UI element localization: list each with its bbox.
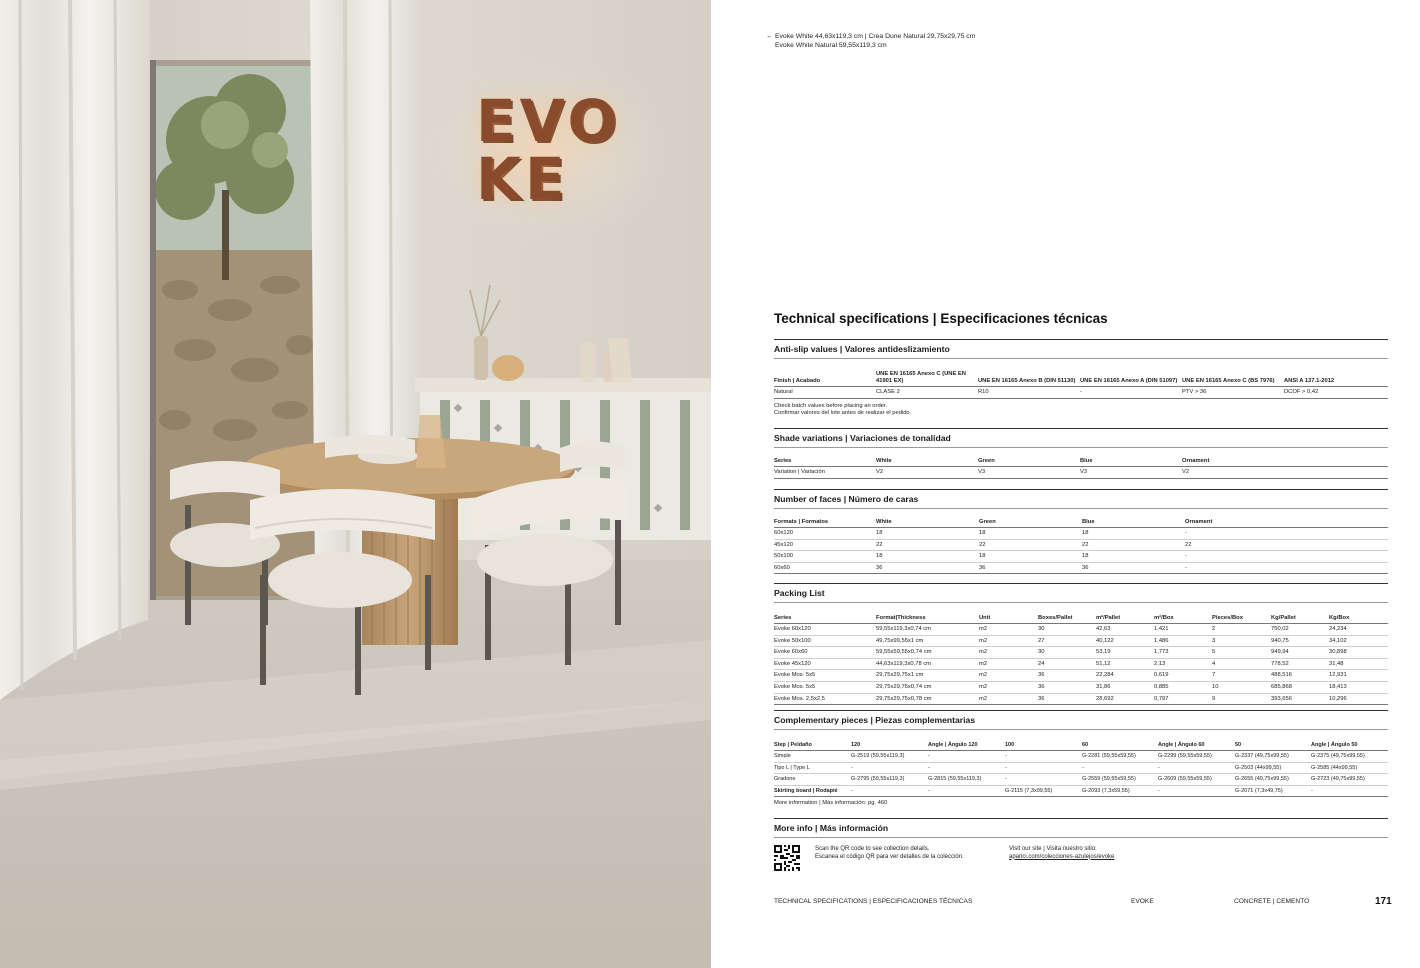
page-number: 171 (1375, 896, 1392, 907)
table-cell: 18 (876, 528, 979, 540)
table-cell: 18 (876, 551, 979, 563)
table-header: Kg/Box (1329, 615, 1388, 624)
table-header: ANSI A 137.1-2012 (1284, 371, 1388, 387)
table-cell: 10 (1212, 681, 1271, 693)
table-header: UNE EN 16165 Anexo C (BS 7976) (1182, 371, 1284, 387)
table-cell: V3 (1080, 467, 1182, 479)
shade-header-row (774, 458, 1388, 467)
table-cell: 44,63x119,3x0,78 cm (876, 658, 979, 670)
table-header: m²/Pallet (1096, 615, 1154, 624)
table-cell: 12,931 (1329, 670, 1388, 682)
table-cell: - (1311, 785, 1388, 797)
table-cell: G-2723 (49,75x99,55) (1311, 774, 1388, 786)
table-cell: - (1082, 762, 1158, 774)
table-row (774, 528, 1388, 540)
table-cell: Evoke 60x60 (774, 647, 876, 659)
table-cell: V2 (876, 467, 978, 479)
table-row (774, 624, 1388, 636)
table-header: Series (774, 615, 876, 624)
table-header: Blue (1082, 519, 1185, 528)
table-cell (1288, 539, 1388, 551)
shade-table (774, 458, 1388, 479)
table-cell: 31,86 (1096, 681, 1154, 693)
table-cell: 49,75x99,55x1 cm (876, 635, 979, 647)
table-cell: PTV > 36 (1182, 387, 1284, 399)
table-cell: 1,486 (1154, 635, 1212, 647)
photo-caption (766, 32, 975, 50)
table-row (774, 647, 1388, 659)
complementary-header-row (774, 742, 1388, 751)
table-cell: m2 (979, 693, 1038, 705)
table-cell: - (928, 762, 1005, 774)
shade-section (774, 428, 1388, 479)
table-cell: 10,296 (1329, 693, 1388, 705)
table-header: Format|Thickness (876, 615, 979, 624)
table-cell: Tipo L | Type L (774, 762, 851, 774)
antislip-title: Anti-slip values | Valores antideslizamiento (774, 344, 950, 354)
qr-code-icon[interactable] (774, 845, 800, 871)
table-header: Green (978, 458, 1080, 467)
table-cell: G-2585 (44x99,55) (1311, 762, 1388, 774)
table-cell: Evoke Mos. 5x5 (774, 681, 876, 693)
footer-category: CONCRETE | CEMENTO (1234, 898, 1310, 905)
complementary-more-info: More information | Más información: pg. 460 (774, 800, 888, 807)
table-cell: Evoke 50x100 (774, 635, 876, 647)
table-cell: G-2609 (59,55x59,55) (1158, 774, 1235, 786)
table-cell: 28,692 (1096, 693, 1154, 705)
table-cell: 27 (1038, 635, 1096, 647)
table-cell: 9 (1212, 693, 1271, 705)
table-cell: m2 (979, 670, 1038, 682)
table-header: Ornament (1185, 519, 1288, 528)
faces-section (774, 489, 1388, 574)
antislip-header-row (774, 371, 1388, 387)
table-cell: G-2519 (59,55x119,3) (851, 751, 928, 763)
table-cell: 3 (1212, 635, 1271, 647)
table-row (774, 681, 1388, 693)
table-cell: Evoke 45x120 (774, 658, 876, 670)
table-cell: 18 (1082, 551, 1185, 563)
table-cell: 30 (1038, 647, 1096, 659)
table-cell: - (1185, 528, 1288, 540)
table-row (774, 693, 1388, 705)
complementary-section (774, 710, 1388, 808)
table-cell: 50x100 (774, 551, 876, 563)
table-cell: Natural (774, 387, 876, 399)
table-cell: 36 (1038, 693, 1096, 705)
qr-line-1: Scan the QR code to see collection details. (815, 846, 930, 852)
table-cell: G-2281 (59,55x59,55) (1082, 751, 1158, 763)
table-header: Boxes/Pallet (1038, 615, 1096, 624)
table-cell: V2 (1182, 467, 1284, 479)
table-cell: V3 (978, 467, 1080, 479)
table-cell: 40,122 (1096, 635, 1154, 647)
table-cell: 750,02 (1271, 624, 1329, 636)
table-cell: - (1158, 785, 1235, 797)
table-cell: - (1005, 762, 1082, 774)
table-header: Kg/Pallet (1271, 615, 1329, 624)
table-header: 60 (1082, 742, 1158, 751)
note-line-2: Confirmar valores del lote antes de realizar el pedido. (774, 410, 912, 417)
spec-page (711, 0, 1420, 968)
table-row (774, 387, 1388, 399)
table-header: Unit (979, 615, 1038, 624)
table-header: UNE EN 16165 Anexo A (DIN 51097) (1080, 371, 1182, 387)
caption-line-2: Evoke White Natural 59,55x119,3 cm (775, 42, 887, 49)
table-cell: 22,284 (1096, 670, 1154, 682)
table-cell: 36 (876, 562, 979, 574)
table-header: m²/Box (1154, 615, 1212, 624)
table-header: Angle | Ángulo 50 (1311, 742, 1388, 751)
table-header: Ornament (1182, 458, 1284, 467)
table-cell: 60x60 (774, 562, 876, 574)
table-header (1288, 519, 1388, 528)
table-cell: - (1158, 762, 1235, 774)
table-cell: 18,413 (1329, 681, 1388, 693)
table-cell: CLASE 2 (876, 387, 978, 399)
table-cell: G-2559 (59,55x59,55) (1082, 774, 1158, 786)
table-cell: 29,75x29,75x0,78 cm (876, 693, 979, 705)
table-row (774, 635, 1388, 647)
complementary-table (774, 742, 1388, 797)
table-cell: 30 (1038, 624, 1096, 636)
table-cell: 59,55x119,3x0,74 cm (876, 624, 979, 636)
table-cell: - (1080, 387, 1182, 399)
packing-header-row (774, 615, 1388, 624)
qr-line-2: Escanea el código QR para ver detalles de la colección. (815, 853, 964, 860)
table-cell: Simple (774, 751, 851, 763)
site-link[interactable]: aparici.com/colecciones-azulejos/evoke (1009, 853, 1115, 860)
table-cell: 30,898 (1329, 647, 1388, 659)
table-cell: DCOF > 0,42 (1284, 387, 1388, 399)
table-cell: - (851, 785, 928, 797)
table-cell: 22 (979, 539, 1082, 551)
moreinfo-title: More info | Más información (774, 823, 889, 833)
caption-line-1: Evoke White 44,63x119,3 cm | Crea Dune Natural 29,75x29,75 cm (775, 33, 976, 40)
table-row (774, 658, 1388, 670)
table-cell: 949,94 (1271, 647, 1329, 659)
table-row (774, 539, 1388, 551)
table-header: Finish | Acabado (774, 371, 876, 387)
table-header (1284, 458, 1388, 467)
faces-table (774, 519, 1388, 574)
footer-collection: EVOKE (1131, 898, 1154, 905)
table-cell: 22 (1082, 539, 1185, 551)
faces-header-row (774, 519, 1388, 528)
antislip-table (774, 371, 1388, 399)
table-cell: m2 (979, 635, 1038, 647)
table-cell: - (851, 762, 928, 774)
table-row (774, 467, 1388, 479)
note-line-1: Check batch values before placing an order. (774, 402, 888, 409)
table-cell: - (1185, 562, 1288, 574)
shade-title: Shade variations | Variaciones de tonalidad (774, 433, 951, 443)
table-row (774, 762, 1388, 774)
table-cell: G-2299 (59,55x59,55) (1158, 751, 1235, 763)
table-cell: Skirting board | Rodapié (774, 785, 851, 797)
table-cell: 42,63 (1096, 624, 1154, 636)
table-cell: 18 (979, 551, 1082, 563)
table-cell: 2,13 (1154, 658, 1212, 670)
table-cell: 685,868 (1271, 681, 1329, 693)
evoke-wall-sign (476, 87, 621, 213)
page-title: Technical specifications | Especificaciones técnicas (774, 311, 1108, 326)
table-header: Angle | Ángulo 120 (928, 742, 1005, 751)
table-header: Blue (1080, 458, 1182, 467)
table-cell: 22 (876, 539, 979, 551)
table-cell: 18 (1082, 528, 1185, 540)
table-cell: - (928, 785, 1005, 797)
table-cell (1288, 528, 1388, 540)
table-cell: 1,773 (1154, 647, 1212, 659)
website-info (1009, 846, 1114, 861)
table-cell: 36 (979, 562, 1082, 574)
table-cell: G-2795 (59,55x119,3) (851, 774, 928, 786)
table-cell: 36 (1082, 562, 1185, 574)
table-cell: 45x120 (774, 539, 876, 551)
table-cell: 5 (1212, 647, 1271, 659)
table-cell: 0,885 (1154, 681, 1212, 693)
table-cell: 51,12 (1096, 658, 1154, 670)
table-cell: 22 (1185, 539, 1288, 551)
table-cell (1284, 467, 1388, 479)
table-header: 100 (1005, 742, 1082, 751)
table-cell: m2 (979, 658, 1038, 670)
table-cell: G-2655 (49,75x99,55) (1235, 774, 1311, 786)
faces-title: Number of faces | Número de caras (774, 494, 919, 504)
table-cell: m2 (979, 681, 1038, 693)
packing-section (774, 583, 1388, 705)
table-row (774, 562, 1388, 574)
table-cell: Evoke 60x120 (774, 624, 876, 636)
table-cell: 34,102 (1329, 635, 1388, 647)
table-cell: - (928, 751, 1005, 763)
table-cell: 940,75 (1271, 635, 1329, 647)
table-row (774, 551, 1388, 563)
table-cell: R10 (978, 387, 1080, 399)
table-cell: 59,55x59,55x0,74 cm (876, 647, 979, 659)
table-cell: 778,52 (1271, 658, 1329, 670)
table-header: Pieces/Box (1212, 615, 1271, 624)
antislip-section (774, 339, 1388, 418)
table-row (774, 785, 1388, 797)
table-cell: - (1005, 751, 1082, 763)
arrow-left-icon: ← (766, 33, 773, 40)
table-header: UNE EN 16165 Anexo B (DIN 51130) (978, 371, 1080, 387)
table-cell: 31,48 (1329, 658, 1388, 670)
table-cell: Evoke Mos. 2,5x2,5 (774, 693, 876, 705)
table-header: White (876, 519, 979, 528)
table-cell (1288, 551, 1388, 563)
table-cell: 0,619 (1154, 670, 1212, 682)
table-cell: 1,421 (1154, 624, 1212, 636)
table-cell: G-2093 (7,3x59,55) (1082, 785, 1158, 797)
table-cell: 53,19 (1096, 647, 1154, 659)
table-header: 50 (1235, 742, 1311, 751)
packing-title: Packing List (774, 588, 825, 598)
table-cell: G-2815 (59,55x119,3) (928, 774, 1005, 786)
table-cell: 4 (1212, 658, 1271, 670)
table-cell: m2 (979, 647, 1038, 659)
table-cell: Gradone (774, 774, 851, 786)
table-cell (1288, 562, 1388, 574)
table-cell: G-2115 (7,3x99,55) (1005, 785, 1082, 797)
table-cell: 7 (1212, 670, 1271, 682)
complementary-title: Complementary pieces | Piezas complementarias (774, 715, 976, 725)
table-cell: Variation | Variación (774, 467, 876, 479)
table-row (774, 751, 1388, 763)
table-cell: 24 (1038, 658, 1096, 670)
packing-table (774, 615, 1388, 705)
table-cell: 29,75x29,75x1 cm (876, 670, 979, 682)
table-row (774, 774, 1388, 786)
table-cell: G-2337 (49,75x99,55) (1235, 751, 1311, 763)
table-cell: 29,75x29,75x0,74 cm (876, 681, 979, 693)
table-header: Step | Peldaño (774, 742, 851, 751)
table-cell: G-2375 (49,75x99,55) (1311, 751, 1388, 763)
table-header: White (876, 458, 978, 467)
table-cell: G-2071 (7,3x49,75) (1235, 785, 1311, 797)
table-cell: 393,656 (1271, 693, 1329, 705)
table-cell: m2 (979, 624, 1038, 636)
antislip-note (774, 403, 1388, 418)
sign-line-1: EVO (476, 87, 621, 155)
table-header: 120 (851, 742, 928, 751)
table-cell: 0,797 (1154, 693, 1212, 705)
table-cell: 488,516 (1271, 670, 1329, 682)
table-header: Green (979, 519, 1082, 528)
table-cell: G-2503 (44x99,55) (1235, 762, 1311, 774)
table-cell: 36 (1038, 670, 1096, 682)
table-cell: 2 (1212, 624, 1271, 636)
table-cell: 18 (979, 528, 1082, 540)
table-cell: 60x120 (774, 528, 876, 540)
sign-line-2: KE (476, 145, 569, 213)
site-label: Visit our site | Visita nuestro sitio: (1009, 846, 1097, 852)
footer-section-label: TECHNICAL SPECIFICATIONS | ESPECIFICACIONES TÉCNICAS (774, 898, 973, 905)
table-cell: Evoke Mos. 5x5 (774, 670, 876, 682)
moreinfo-section (774, 818, 1388, 838)
table-header: Formats | Formatos (774, 519, 876, 528)
qr-description (815, 846, 964, 861)
table-cell: 24,234 (1329, 624, 1388, 636)
table-header: UNE EN 16165 Anexo C (UNE EN 41901 EX) (876, 371, 978, 387)
table-cell: - (1185, 551, 1288, 563)
table-header: Series (774, 458, 876, 467)
table-cell: 36 (1038, 681, 1096, 693)
table-row (774, 670, 1388, 682)
table-header: Angle | Ángulo 60 (1158, 742, 1235, 751)
table-cell: - (1005, 774, 1082, 786)
